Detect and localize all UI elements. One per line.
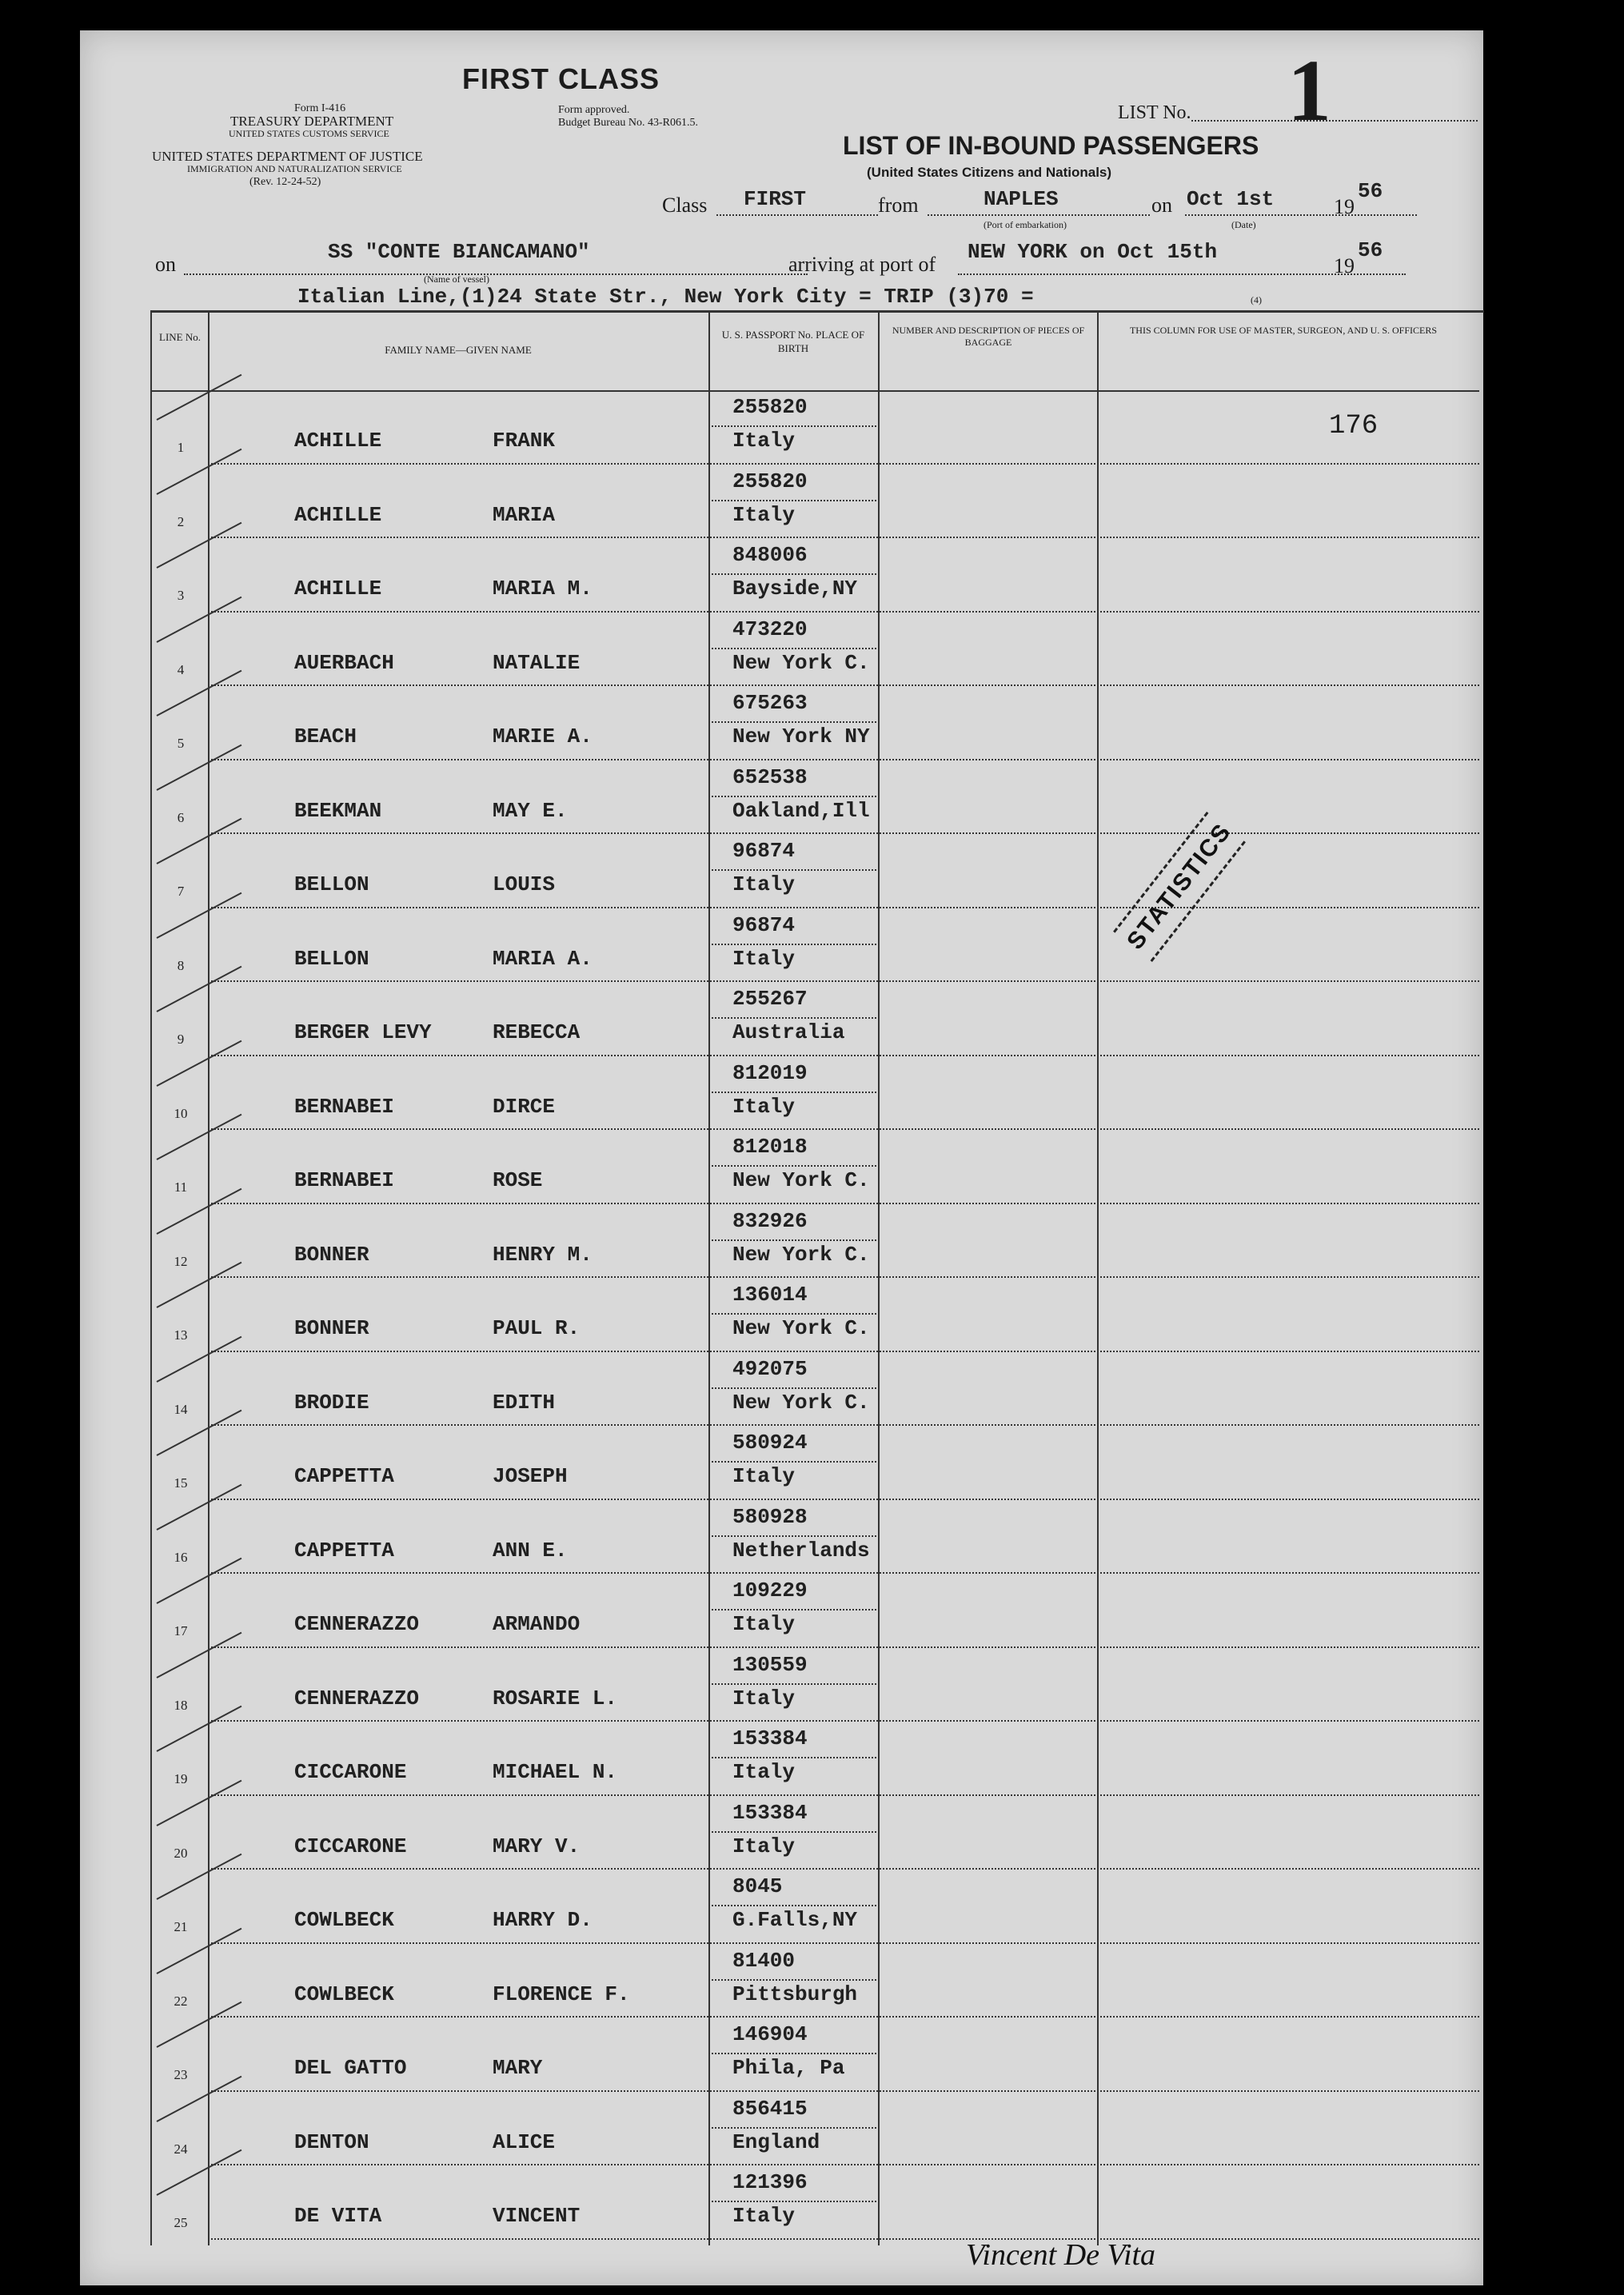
row-divider <box>208 1720 1479 1722</box>
passport-number: 255820 <box>732 469 808 493</box>
place-of-birth: Italy <box>732 1094 796 1119</box>
given-name: PAUL R. <box>493 1316 581 1340</box>
family-name: BELLON <box>294 872 369 896</box>
passport-divider <box>712 1461 876 1463</box>
passport-number: 580924 <box>732 1431 808 1455</box>
place-of-birth: New York C. <box>732 1168 870 1192</box>
line-number: 20 <box>174 1845 188 1861</box>
passport-divider <box>712 1609 876 1610</box>
row-divider <box>208 1572 1479 1574</box>
passport-divider <box>712 1535 876 1537</box>
column-header-officers: THIS COLUMN FOR USE OF MASTER, SURGEON, AND U. S. OFFICERS <box>1129 325 1438 336</box>
from-value: NAPLES <box>984 187 1059 211</box>
given-name: MICHAEL N. <box>493 1760 618 1784</box>
given-name: VINCENT <box>493 2204 581 2228</box>
given-name: HENRY M. <box>493 1242 593 1267</box>
place-of-birth: Phila, Pa <box>732 2056 845 2080</box>
row-divider <box>208 1794 1479 1796</box>
family-name: CENNERAZZO <box>294 1612 420 1636</box>
given-name: ANN E. <box>493 1538 568 1563</box>
place-of-birth: New York C. <box>732 1390 870 1415</box>
line-number: 4 <box>177 661 185 677</box>
passport-number: 153384 <box>732 1726 808 1750</box>
place-of-birth: Italy <box>732 1464 796 1488</box>
place-of-birth: Italy <box>732 1612 796 1636</box>
family-name: CENNERAZZO <box>294 1686 420 1710</box>
row-divider <box>208 1128 1479 1130</box>
family-name: ACHILLE <box>294 502 382 527</box>
line-number: 9 <box>177 1032 185 1047</box>
row-divider <box>208 1646 1479 1648</box>
row-divider <box>208 759 1479 760</box>
line-number: 24 <box>174 2141 188 2157</box>
passport-divider <box>712 648 876 649</box>
given-name: ROSARIE L. <box>493 1686 618 1710</box>
place-of-birth: Italy <box>732 502 796 527</box>
vessel-note: (Name of vessel) <box>424 273 489 285</box>
passport-number: 492075 <box>732 1356 808 1381</box>
note-four: (4) <box>1251 294 1262 305</box>
passport-divider <box>712 1979 876 1981</box>
line-number: 7 <box>177 884 185 899</box>
family-name: BEEKMAN <box>294 798 382 823</box>
document-sheet <box>80 30 1483 2285</box>
class-label: Class <box>662 194 708 217</box>
place-of-birth: New York C. <box>732 650 870 675</box>
family-name: COWLBECK <box>294 1982 394 2006</box>
given-name: HARRY D. <box>493 1908 593 1932</box>
line-number: 2 <box>177 513 185 529</box>
place-of-birth: Italy <box>732 872 796 896</box>
row-divider <box>208 1055 1479 1056</box>
row-divider <box>208 980 1479 982</box>
line-number: 21 <box>174 1919 188 1934</box>
passport-number: 675263 <box>732 691 808 715</box>
given-name: MARIA M. <box>493 577 593 601</box>
passport-number: 96874 <box>732 839 796 863</box>
family-name: DEL GATTO <box>294 2056 407 2080</box>
passport-divider <box>712 2127 876 2129</box>
row-divider <box>208 463 1479 465</box>
given-name: ARMANDO <box>493 1612 581 1636</box>
line-number: 25 <box>174 2215 188 2230</box>
given-name: JOSEPH <box>493 1464 568 1488</box>
place-of-birth: Netherlands <box>732 1538 870 1563</box>
passport-divider <box>712 1683 876 1685</box>
year-prefix: 19 <box>1334 195 1355 218</box>
family-name: CAPPETTA <box>294 1538 394 1563</box>
line-number: 16 <box>174 1549 188 1565</box>
line-number: 3 <box>177 588 185 603</box>
passport-number: 255820 <box>732 395 808 419</box>
given-name: REBECCA <box>493 1020 581 1044</box>
family-name: BRODIE <box>294 1390 369 1415</box>
line-number: 8 <box>177 957 185 973</box>
passport-divider <box>712 869 876 871</box>
line-number: 17 <box>174 1623 188 1638</box>
place-of-birth: Pittsburgh <box>732 1982 858 2006</box>
line-number: 10 <box>174 1105 188 1121</box>
passport-divider <box>712 1313 876 1315</box>
form-number: Form I-416 <box>294 102 346 114</box>
department-of-justice: UNITED STATES DEPARTMENT OF JUSTICE <box>152 149 423 164</box>
column-header-passport: U. S. PASSPORT No. PLACE OF BIRTH <box>721 329 865 354</box>
passport-divider <box>712 1017 876 1019</box>
family-name: ACHILLE <box>294 429 382 453</box>
given-name: EDITH <box>493 1390 556 1415</box>
passport-number: 848006 <box>732 543 808 567</box>
passport-number: 832926 <box>732 1208 808 1233</box>
place-of-birth: Italy <box>732 946 796 971</box>
column-header-line-no: LINE No. <box>159 331 201 343</box>
list-number: 1 <box>1287 42 1331 139</box>
family-name: CICCARONE <box>294 1760 407 1784</box>
passport-number: 153384 <box>732 1800 808 1825</box>
line-number: 18 <box>174 1697 188 1713</box>
revision-date: (Rev. 12-24-52) <box>249 176 321 188</box>
passport-divider <box>712 721 876 723</box>
passport-divider <box>712 1757 876 1758</box>
treasury-department: TREASURY DEPARTMENT <box>230 114 394 129</box>
passport-number: 652538 <box>732 764 808 789</box>
family-name: CAPPETTA <box>294 1464 394 1488</box>
passport-divider <box>712 1165 876 1167</box>
passport-divider <box>712 1831 876 1833</box>
passport-number: 146904 <box>732 2022 808 2046</box>
place-of-birth: Italy <box>732 1686 796 1710</box>
place-of-birth: Italy <box>732 2204 796 2228</box>
place-of-birth: G.Falls,NY <box>732 1908 858 1932</box>
passport-number: 121396 <box>732 2170 808 2194</box>
line-number: 5 <box>177 736 185 751</box>
row-divider <box>208 2016 1479 2018</box>
passport-divider <box>712 796 876 797</box>
row-divider <box>208 2090 1479 2092</box>
line-number: 22 <box>174 1993 188 2009</box>
line-number: 14 <box>174 1401 188 1417</box>
row-divider <box>208 1424 1479 1426</box>
family-name: BERGER LEVY <box>294 1020 432 1044</box>
row-divider <box>208 1351 1479 1352</box>
passport-number: 812018 <box>732 1135 808 1159</box>
line-number: 23 <box>174 2067 188 2082</box>
officer-note: 176 <box>1329 411 1379 441</box>
passport-number: 96874 <box>732 912 796 937</box>
row-divider <box>208 1203 1479 1204</box>
checkmark-icon <box>157 374 242 421</box>
arriving-label: arriving at port of <box>788 253 936 276</box>
passport-number: 255267 <box>732 987 808 1011</box>
line-number: 19 <box>174 1771 188 1786</box>
customs-service: UNITED STATES CUSTOMS SERVICE <box>229 128 389 139</box>
given-name: MARIA <box>493 502 556 527</box>
given-name: ROSE <box>493 1168 543 1192</box>
family-name: BERNABEI <box>294 1168 394 1192</box>
given-name: MARY <box>493 2056 543 2080</box>
passport-number: 856415 <box>732 2096 808 2121</box>
year-value: 56 <box>1358 179 1383 203</box>
passport-number: 81400 <box>732 1948 796 1973</box>
place-of-birth: Bayside,NY <box>732 577 858 601</box>
line-number: 1 <box>177 440 185 455</box>
passport-divider <box>712 1387 876 1389</box>
port-embarkation-note: (Port of embarkation) <box>984 219 1067 230</box>
given-name: MARIA A. <box>493 946 593 971</box>
passport-divider <box>712 1239 876 1241</box>
steamship-line-text: Italian Line,(1)24 State Str., New York City = TRIP (3)70 = <box>297 285 1034 309</box>
passport-divider <box>712 2201 876 2202</box>
place-of-birth: Oakland,Ill <box>732 798 870 823</box>
immigration-service: IMMIGRATION AND NATURALIZATION SERVICE <box>187 163 402 174</box>
statistics-stamp: STATISTICS <box>1113 812 1246 962</box>
date-value: Oct 1st <box>1187 187 1275 211</box>
place-of-birth: New York C. <box>732 1316 870 1340</box>
class-value: FIRST <box>744 187 807 211</box>
given-name: FLORENCE F. <box>493 1982 630 2006</box>
column-header-name: FAMILY NAME—GIVEN NAME <box>385 344 532 356</box>
place-of-birth: Italy <box>732 429 796 453</box>
signature: Vincent De Vita <box>966 2238 1156 2272</box>
passport-divider <box>712 500 876 501</box>
row-divider <box>208 832 1479 834</box>
passport-number: 473220 <box>732 617 808 641</box>
given-name: LOUIS <box>493 872 556 896</box>
passport-number: 109229 <box>732 1579 808 1603</box>
row-divider <box>208 1868 1479 1870</box>
year2-prefix: 19 <box>1334 254 1355 277</box>
given-name: FRANK <box>493 429 556 453</box>
place-of-birth: England <box>732 2129 820 2154</box>
place-of-birth: New York C. <box>732 1242 870 1267</box>
line-number: 15 <box>174 1475 188 1491</box>
family-name: BONNER <box>294 1316 369 1340</box>
given-name: DIRCE <box>493 1094 556 1119</box>
family-name: BELLON <box>294 946 369 971</box>
given-name: MARIE A. <box>493 724 593 748</box>
passport-divider <box>712 1092 876 1093</box>
passport-divider <box>712 1905 876 1906</box>
row-divider <box>208 1499 1479 1500</box>
vessel-name: SS "CONTE BIANCAMANO" <box>328 240 590 264</box>
passport-divider <box>712 2053 876 2054</box>
passport-divider <box>712 944 876 945</box>
on-label: on <box>1151 194 1172 217</box>
passport-number: 130559 <box>732 1652 808 1677</box>
given-name: MAY E. <box>493 798 568 823</box>
place-of-birth: Italy <box>732 1834 796 1858</box>
family-name: AUERBACH <box>294 650 394 675</box>
list-title: LIST OF IN-BOUND PASSENGERS <box>843 131 1259 160</box>
family-name: BERNABEI <box>294 1094 394 1119</box>
date-note: (Date) <box>1231 219 1256 230</box>
family-name: DE VITA <box>294 2204 382 2228</box>
passport-number: 580928 <box>732 1504 808 1529</box>
place-of-birth: Italy <box>732 1760 796 1784</box>
family-name: ACHILLE <box>294 577 382 601</box>
given-name: NATALIE <box>493 650 581 675</box>
on-vessel-label: on <box>155 253 176 276</box>
family-name: CICCARONE <box>294 1834 407 1858</box>
place-of-birth: New York NY <box>732 724 870 748</box>
row-divider <box>208 907 1479 908</box>
year2-value: 56 <box>1358 238 1383 262</box>
budget-bureau: Budget Bureau No. 43-R061.5. <box>558 117 698 129</box>
passport-number: 812019 <box>732 1060 808 1085</box>
passport-number: 8045 <box>732 1874 783 1898</box>
family-name: BONNER <box>294 1242 369 1267</box>
from-label: from <box>878 194 919 217</box>
line-number: 13 <box>174 1327 188 1343</box>
row-divider <box>208 2164 1479 2165</box>
row-divider <box>208 1942 1479 1944</box>
given-name: MARY V. <box>493 1834 581 1858</box>
list-subtitle: (United States Citizens and Nationals) <box>867 165 1112 180</box>
row-divider <box>208 1276 1479 1278</box>
line-number: 6 <box>177 809 185 825</box>
row-divider <box>208 685 1479 686</box>
place-of-birth: Australia <box>732 1020 845 1044</box>
passport-number: 136014 <box>732 1283 808 1307</box>
family-name: BEACH <box>294 724 357 748</box>
column-header-baggage: NUMBER AND DESCRIPTION OF PIECES OF BAGGAGE <box>892 325 1085 348</box>
row-divider <box>208 537 1479 538</box>
family-name: DENTON <box>294 2129 369 2154</box>
passport-divider <box>712 573 876 575</box>
passport-divider <box>712 425 876 427</box>
arriving-value: NEW YORK on Oct 15th <box>968 240 1218 264</box>
form-approved: Form approved. <box>558 104 630 116</box>
line-number: 12 <box>174 1253 188 1269</box>
row-divider <box>208 611 1479 613</box>
row-divider <box>208 2238 1479 2240</box>
first-class-heading: FIRST CLASS <box>462 62 660 95</box>
family-name: COWLBECK <box>294 1908 394 1932</box>
line-number: 11 <box>174 1179 188 1195</box>
list-no-label: LIST No. <box>1118 102 1191 123</box>
given-name: ALICE <box>493 2129 556 2154</box>
